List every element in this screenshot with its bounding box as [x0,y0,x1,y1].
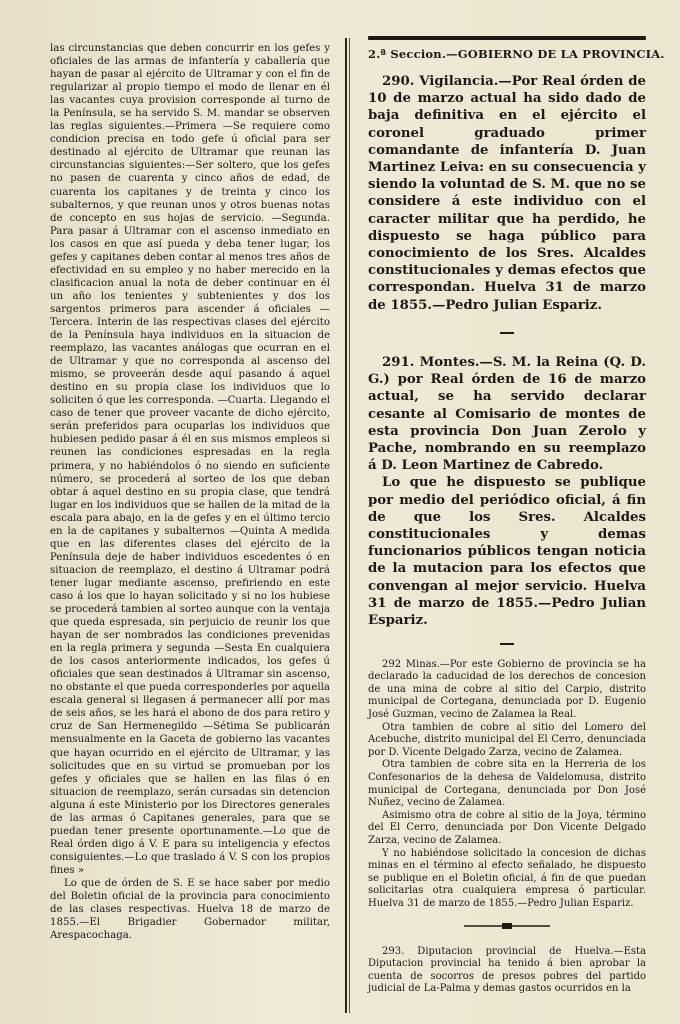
notice-290-text: 290. Vigilancia.—Por Real órden de 10 de marzo actual ha sido dado de baja definitiva en el ejército el coronel graduado primer comandante de infantería D. Juan Martinez Leiva: en su consecuencia y siendo la voluntad de S. M. que no se considere á este individuo con el caracter militar que ha perdido, he dispuesto se haga público para conocimiento de los Sres. Alcaldes constitucionales y demas efectos que correspondan. Huelva 31 de marzo de 1855.—Pedro Julian Espariz. [368,74,646,313]
notice-292-text-5: Y no habiéndose solicitado la concesion de dichas minas en el término al efecto señalado, he dispuesto se publique en el Boletin oficial, á fin de que puedan solicitarlas otra cualquiera empresa ó particular. Huelva 31 de marzo de 1855.—Pedro Julian Espariz. [368,847,646,909]
notice-292-text-2: Otra tambien de cobre al sitio del Lomero del Acebuche, distrito municipal del El Cerro, denunciada por D. Vicente Delgado Zarza, vecino de Zalamea. [368,721,646,758]
ornament-divider [368,921,646,934]
separator [500,643,514,645]
notice-292-text-3: Otra tambien de cobre sita en la Herreria de los Confesonarios de la dehesa de Valdelomusa, distrito municipal de Cortegana, denunciada por Don José Nuñez, vecino de Zalamea. [368,759,646,809]
notice-293-text: 293. Diputacion provincial de Huelva.—Esta Diputacion provincial ha tenido á bien aprobar la cuenta de socorros de presos pobres del partido judicial de La-Palma y demas gastos ocurridos en la [368,945,646,995]
notice-292 [368,659,646,911]
notice-293 [368,946,646,996]
notice-291-text-2: Lo que he dispuesto se publique por medio del periódico oficial, á fin de que los Sres. Alcaldes constitucionales y demas funcionarios públicos tengan noticia de la mutacion para los efectos que convengan al mejor servicio. Huelva 31 de marzo de 1855.—Pedro Julian Espariz. [368,475,646,628]
column-divider-thin [349,38,350,1013]
separator [500,332,514,334]
left-paragraph-1: las circunstancias que deben concurrir en los gefes y oficiales de las armas de infantería y caballería que hayan de pasar al ejército de Ultramar y con el fin de regularizar al propio tiempo el modo de llenar en él las vacantes cuya provision corresponde al turno de la Península, se ha servido S. M. mandar se observen las reglas siguientes.—Primera —Se requiere como condicion precisa en todo gefe ú oficial para ser destinado al ejército de Ultramar que reunan las circunstancias siguientes:—Ser soltero, que los gefes no pasen de cuarenta y cinco años de edad, de cuarenta los capitanes y de treinta y cinco los subalternos, y que reunan unos y otros buenas notas de concepto en sus hojas de servicio. —Segunda. Para pasar á Ultramar con el ascenso inmediato en los casos en que así pueda y deba tener lugar, los gefes y capitanes deben contar al menos tres años de efectividad en su empleo y no haber merecido en la clasificacion anual la nota de deber continuar en él un año los tenientes y subtenientes y dos los sargentos primeros para ascender á oficiales —Tercera. Interin de las respectivas clases del ejército de la Península haya individuos en la situacion de reemplazo, las vacantes análogas que ocurran en el de Ultramar y que no corresponda al ascenso del mismo, se proveerán desde aquí pasando á aquel destino en su propia clase los individuos que lo soliciten ó que les corresponda. —Cuarta. Llegando el caso de tener que proveer vacante de dicho ejército, serán preferidos para ocuparlas los individuos que hubiesen pedido pasar á él en sus mismos empleos si reunen las condiciones espresadas en la regla primera, y no habiéndolos ó no siendo en suficiente número, se procederá al sorteo de los que deban obtar á aquel destino en su propia clase, que tendrá lugar en los individuos que se hallen de la mitad de la escala para abajo, en la de gefes y en el último tercio en la de capitanes y subalternos —Quinta A medida que en las diferentes clases del ejército de la Península deje de haber individuos escedentes ó en situacion de reemplazo, el destino á Ultramar podrá tener lugar mediante ascenso, prefiriendo en este caso á los que lo hayan solicitado y si no los hubiese se procederá tambien al sorteo aunque con la ventaja que queda espresada, sin perjuicio de reunir los que hayan de ser nombrados las condiciones prevenidas en la regla primera y segunda —Sesta En cualquiera de los casos anteriormente indicados, los gefes ú oficiales que sean destinados á Ultramar sin ascenso, no obstante el que pueda corresponderles por aquella escala general si llegasen á permanecer allí por mas de seis años, se les hará el abono de dos para retiro y cruz de San Hermenegildo —Sétima Se publicarán mensualmente en la Gaceta de gobierno las vacantes que hayan ocurrido en el ejército de Ultramar, y las solicitudes que en su virtud se promueban por los gefes y oficiales que se hallen en las filas ó en situacion de reemplazo, serán cursadas sin detencion alguna á este Ministerio por los Directores generales de las armas ó Capitanes generales, para que se puedan tener presente oportunamente.—Lo que de Real órden digo á V. E para su inteligencia y efectos consiguientes.—Lo que traslado á V. S con los propios fines » [50,43,330,876]
column-divider [345,38,347,1013]
ornament-icon [462,922,552,930]
left-paragraph-2: Lo que de órden de S. E se hace saber por medio del Boletin oficial de la provincia para conocimiento de las clases respectivas. Huelva 18 de marzo de 1855.—El Brigadier Gobernador militar, Arespacochaga. [50,878,330,942]
notice-291 [368,354,646,629]
section-rule [368,36,646,40]
notice-292-text-4: Asimismo otra de cobre al sitio de la Joya, término del El Cerro, denunciada por Don Vicente Delgado Zarza, vecino de Zalamea. [368,809,646,846]
notice-290 [368,73,646,314]
notice-292-text-1: 292 Minas.—Por este Gobierno de provincia se ha declarado la caducidad de los derechos de concesion de una mina de cobre al sitio del Carpio, distrito municipal de Cortegana, denunciada por D. Eugenio José Guzman, vecino de Zalamea la Real. [368,658,646,721]
section-heading: 2.ª Seccion.—GOBIERNO DE LA PROVINCIA. [368,47,665,61]
notice-291-text-1: 291. Montes.—S. M. la Reina (Q. D. G.) por Real órden de 16 de marzo actual, se ha servido declarar cesante al Comisario de montes de esta provincia Don Juan Zerolo y Pache, nombrando en su reemplazo á D. Leon Martinez de Cabredo. [368,354,646,474]
left-column [50,42,330,942]
right-column [368,36,665,996]
